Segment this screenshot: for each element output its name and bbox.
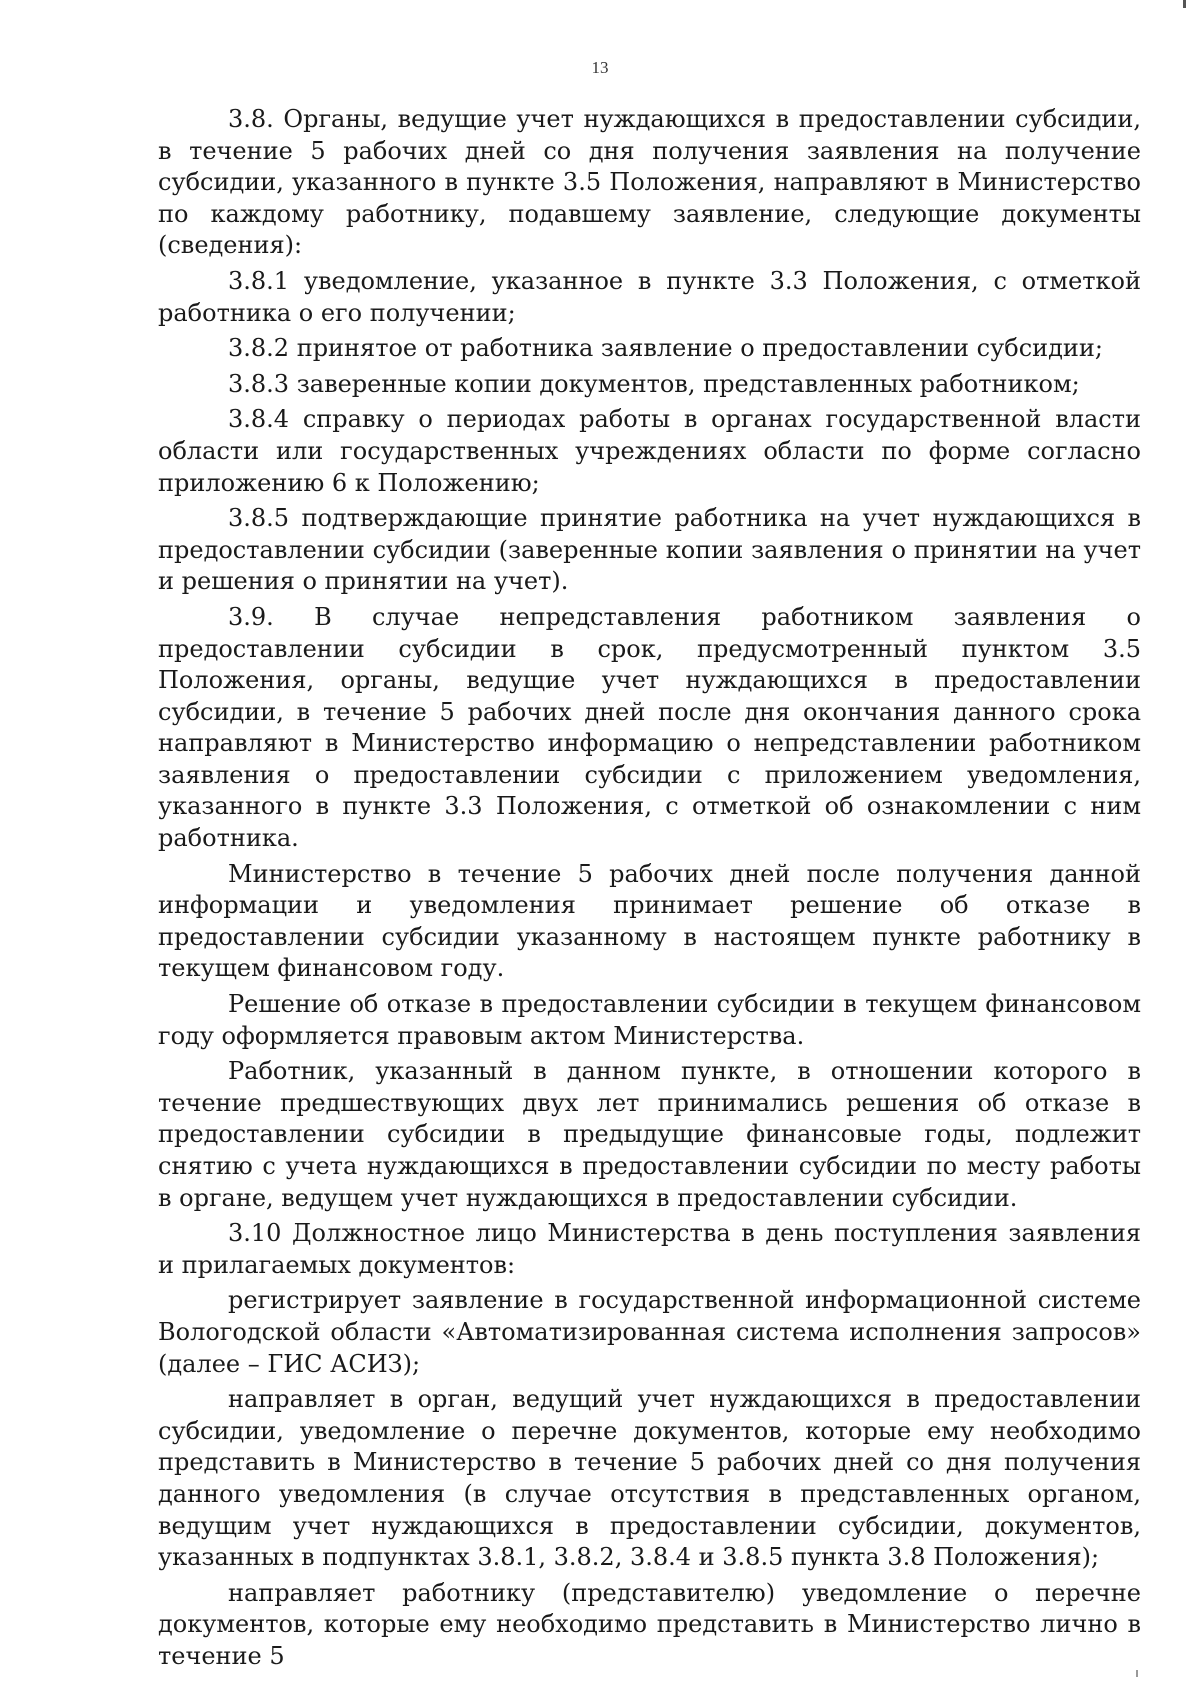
- paragraph-worker-removal: Работник, указанный в данном пункте, в отношении которого в течение предшествующих двух лет принимались решения об отказе в предоставлении субсидии в предыдущие финансовые годы, подлежит снятию с учета нуждающихся в предоставлении субсидии по месту работы в органе, ведущем учет нуждающихся в предоставлении субсидии.: [158, 1057, 1141, 1212]
- paragraph-3-8-3: 3.8.3 заверенные копии документов, представленных работником;: [228, 369, 1080, 398]
- document-body: [158, 104, 1141, 1673]
- scan-artifact-mark: [1183, 0, 1186, 8]
- paragraph-3-8-5: 3.8.5 подтверждающие принятие работника на учет нуждающихся в предоставлении субсидии (заверенные копии заявления о принятии на учет и решения о принятии на учет).: [158, 504, 1141, 596]
- paragraph-3-9: 3.9. В случае непредставления работником заявления о предоставлении субсидии в срок, предусмотренный пунктом 3.5 Положения, органы, ведущие учет нуждающихся в предоставлении субсидии, в течение 5 рабочих дней после дня окончания данного срока направляют в Министерство информацию о непредставлении работником заявления о предоставлении субсидии с приложением уведомления, указанного в пункте 3.3 Положения, с отметкой об ознакомлении с ним работника.: [158, 602, 1141, 853]
- paragraph-3-8-1: 3.8.1 уведомление, указанное в пункте 3.3 Положения, с отметкой работника о его получении;: [158, 266, 1141, 327]
- paragraph-3-8-2: 3.8.2 принятое от работника заявление о предоставлении субсидии;: [228, 334, 1103, 363]
- scan-artifact-mark: [1136, 1670, 1138, 1677]
- paragraph-3-8: 3.8. Органы, ведущие учет нуждающихся в предоставлении субсидии, в течение 5 рабочих дней со дня получения заявления на получение субсидии, указанного в пункте 3.5 Положения, направляют в Министерство по каждому работнику, подавшему заявление, следующие документы (сведения):: [158, 105, 1141, 260]
- paragraph-registers: регистрирует заявление в государственной информационной системе Вологодской области «Автоматизированная система исполнения запросов» (далее – ГИС АСИЗ);: [158, 1286, 1141, 1378]
- paragraph-3-10: 3.10 Должностное лицо Министерства в день поступления заявления и прилагаемых документов:: [158, 1219, 1141, 1279]
- paragraph-3-8-4: 3.8.4 справку о периодах работы в органах государственной власти области или государственных учреждениях области по форме согласно приложению 6 к Положению;: [158, 405, 1141, 497]
- page-number: 13: [591, 58, 609, 77]
- paragraph-refusal-act: Решение об отказе в предоставлении субсидии в текущем финансовом году оформляется правовым актом Министерства.: [158, 990, 1141, 1050]
- paragraph-sends-to-worker: направляет работнику (представителю) уведомление о перечне документов, которые ему необходимо представить в Министерство лично в течение 5: [158, 1578, 1141, 1670]
- paragraph-ministry-decision: Министерство в течение 5 рабочих дней после получения данной информации и уведомления принимает решение об отказе в предоставлении субсидии указанному в настоящем пункте работнику в текущем финансовом году.: [158, 859, 1141, 983]
- paragraph-sends-to-organ: направляет в орган, ведущий учет нуждающихся в предоставлении субсидии, уведомление о перечне документов, которые ему необходимо представить в Министерство в течение 5 рабочих дней со дня получения данного уведомления (в случае отсутствия в представленных органом, ведущим учет нуждающихся в предоставлении субсидии, документов, указанных в подпунктах 3.8.1, 3.8.2, 3.8.4 и 3.8.5 пункта 3.8 Положения);: [158, 1385, 1141, 1572]
